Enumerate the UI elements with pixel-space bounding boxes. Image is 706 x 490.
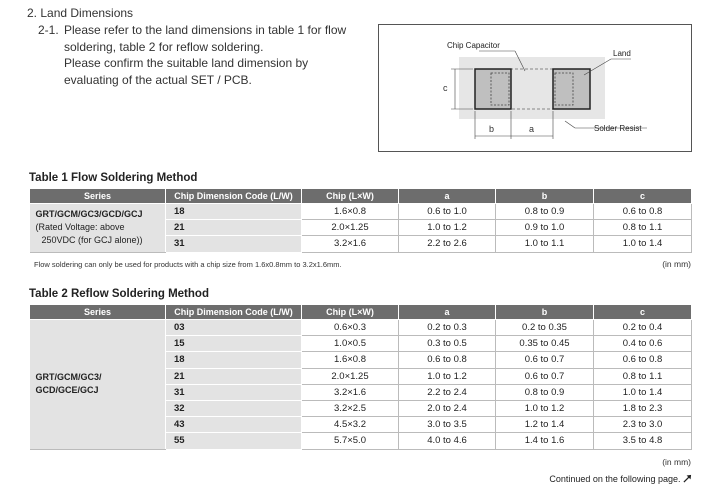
b-cell: 1.0 to 1.1 <box>496 236 594 252</box>
intro-line: Please confirm the suitable land dimension by <box>64 56 309 70</box>
a-cell: 2.0 to 2.4 <box>399 400 496 416</box>
solder-resist-label: Solder Resist <box>594 124 642 133</box>
col-header-a: a <box>399 189 496 204</box>
intro-line: evaluating of the actual SET / PCB. <box>64 72 252 87</box>
dim-a-label: a <box>529 124 535 134</box>
a-cell: 2.2 to 2.6 <box>399 236 496 252</box>
c-cell: 1.0 to 1.4 <box>594 236 692 252</box>
intro-paragraph <box>38 22 358 88</box>
col-header-series: Series <box>30 189 166 204</box>
section-heading: 2. Land Dimensions <box>27 6 134 20</box>
chip-cell: 0.6×0.3 <box>302 320 399 336</box>
series-note: 250VDC (for GCJ alone)) <box>41 235 143 246</box>
b-cell: 0.2 to 0.35 <box>496 320 594 336</box>
a-cell: 0.2 to 0.3 <box>399 320 496 336</box>
col-header-b: b <box>496 189 594 204</box>
continued-text: Continued on the following page. <box>549 474 681 484</box>
chip-cell: 3.2×2.5 <box>302 400 399 416</box>
b-cell: 1.4 to 1.6 <box>496 433 594 449</box>
table1-title: Table 1 Flow Soldering Method <box>29 172 198 184</box>
reflow-soldering-table <box>29 304 692 450</box>
arrow-up-right-icon <box>683 474 692 484</box>
code-cell: 03 <box>166 320 302 336</box>
col-header-b: b <box>496 305 594 320</box>
code-cell: 31 <box>166 384 302 400</box>
land-diagram <box>378 24 692 152</box>
dim-b-label: b <box>489 124 495 134</box>
col-header-chip: Chip (L×W) <box>302 305 399 320</box>
land-label: Land <box>613 49 631 58</box>
table-header-row <box>30 189 692 204</box>
code-cell: 18 <box>166 204 302 220</box>
intro-line: Please refer to the land dimensions in table 1 for flow <box>64 23 347 37</box>
land-diagram-drawing <box>379 25 693 153</box>
c-cell: 0.8 to 1.1 <box>594 220 692 236</box>
code-cell: 15 <box>166 336 302 352</box>
series-name: GCD/GCE/GCJ <box>35 385 99 396</box>
col-header-code: Chip Dimension Code (L/W) <box>166 305 302 320</box>
table1-unit: (in mm) <box>662 259 691 269</box>
c-cell: 2.3 to 3.0 <box>594 417 692 433</box>
b-cell: 0.6 to 0.7 <box>496 368 594 384</box>
table-row <box>30 320 692 336</box>
c-cell: 0.2 to 0.4 <box>594 320 692 336</box>
a-cell: 2.2 to 2.4 <box>399 384 496 400</box>
table-row <box>30 204 692 220</box>
code-cell: 55 <box>166 433 302 449</box>
b-cell: 0.35 to 0.45 <box>496 336 594 352</box>
chip-cell: 2.0×1.25 <box>302 368 399 384</box>
flow-soldering-table <box>29 188 692 253</box>
chip-cell: 4.5×3.2 <box>302 417 399 433</box>
c-cell: 0.8 to 1.1 <box>594 368 692 384</box>
col-header-c: c <box>594 189 692 204</box>
chip-cell: 1.6×0.8 <box>302 204 399 220</box>
intro-line: soldering, table 2 for reflow soldering. <box>64 39 264 54</box>
col-header-code: Chip Dimension Code (L/W) <box>166 189 302 204</box>
b-cell: 1.0 to 1.2 <box>496 400 594 416</box>
b-cell: 0.8 to 0.9 <box>496 204 594 220</box>
table2-unit: (in mm) <box>662 457 691 467</box>
series-cell <box>30 320 166 450</box>
c-cell: 0.6 to 0.8 <box>594 352 692 368</box>
c-cell: 1.0 to 1.4 <box>594 384 692 400</box>
continued-note[interactable] <box>549 474 692 484</box>
b-cell: 1.2 to 1.4 <box>496 417 594 433</box>
a-cell: 4.0 to 4.6 <box>399 433 496 449</box>
table2-title: Table 2 Reflow Soldering Method <box>29 288 209 300</box>
col-header-c: c <box>594 305 692 320</box>
code-cell: 21 <box>166 368 302 384</box>
land-left <box>475 69 511 109</box>
code-cell: 21 <box>166 220 302 236</box>
c-cell: 0.6 to 0.8 <box>594 204 692 220</box>
b-cell: 0.9 to 1.0 <box>496 220 594 236</box>
code-cell: 18 <box>166 352 302 368</box>
b-cell: 0.6 to 0.7 <box>496 352 594 368</box>
series-name: GRT/GCM/GC3/GCD/GCJ <box>35 209 143 220</box>
intro-number: 2-1. <box>38 23 59 37</box>
c-cell: 0.4 to 0.6 <box>594 336 692 352</box>
flow-soldering-note: Flow soldering can only be used for products with a chip size from 1.6x0.8mm to 3.2x1.6mm. <box>34 260 342 269</box>
c-cell: 3.5 to 4.8 <box>594 433 692 449</box>
code-cell: 43 <box>166 417 302 433</box>
b-cell: 0.8 to 0.9 <box>496 384 594 400</box>
c-cell: 1.8 to 2.3 <box>594 400 692 416</box>
chip-cell: 3.2×1.6 <box>302 384 399 400</box>
chip-cell: 1.6×0.8 <box>302 352 399 368</box>
chip-cell: 3.2×1.6 <box>302 236 399 252</box>
col-header-chip: Chip (L×W) <box>302 189 399 204</box>
series-note: (Rated Voltage: above <box>35 222 125 233</box>
a-cell: 3.0 to 3.5 <box>399 417 496 433</box>
a-cell: 1.0 to 1.2 <box>399 368 496 384</box>
chip-cell: 2.0×1.25 <box>302 220 399 236</box>
col-header-a: a <box>399 305 496 320</box>
chip-capacitor-label: Chip Capacitor <box>447 41 500 50</box>
a-cell: 0.6 to 1.0 <box>399 204 496 220</box>
a-cell: 0.6 to 0.8 <box>399 352 496 368</box>
code-cell: 32 <box>166 400 302 416</box>
col-header-series: Series <box>30 305 166 320</box>
code-cell: 31 <box>166 236 302 252</box>
chip-cell: 1.0×0.5 <box>302 336 399 352</box>
dim-c-label: c <box>443 83 448 93</box>
table-header-row <box>30 305 692 320</box>
series-name: GRT/GCM/GC3/ <box>35 372 102 383</box>
chip-cell: 5.7×5.0 <box>302 433 399 449</box>
a-cell: 1.0 to 1.2 <box>399 220 496 236</box>
series-cell <box>30 204 166 253</box>
a-cell: 0.3 to 0.5 <box>399 336 496 352</box>
